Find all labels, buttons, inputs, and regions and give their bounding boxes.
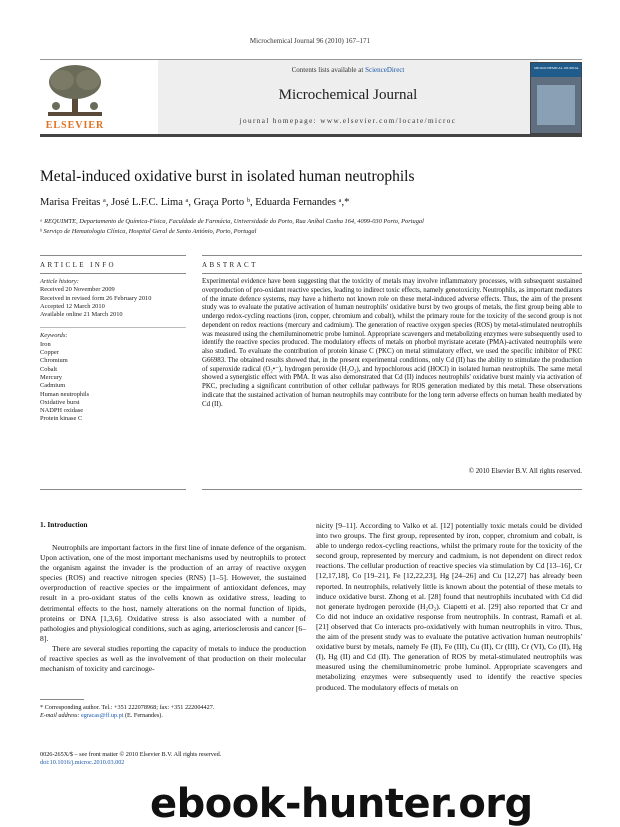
article-info-heading: ARTICLE INFO xyxy=(40,261,117,269)
body-paragraph: There are several studies reporting the capacity of metals to induce the production of reactive species as well as the involvement of that production on their molecular mechanism of toxicity and carcinoge- xyxy=(40,643,306,674)
keyword: Human neutrophils xyxy=(40,390,90,398)
history-label: Article history: xyxy=(40,278,79,285)
body-column-left xyxy=(40,543,306,674)
publication-info xyxy=(40,751,320,767)
history-item: Accepted 12 March 2010 xyxy=(40,302,105,310)
body-paragraph: nicity [9–11]. According to Valko et al. [12] potentially toxic metals could be divided into two groups. The first group, represented by iron, copper, chromium and cobalt, is able to undergo redox-cycling reactions, whilst the primary route for the toxicity of the second group, represented by mercury and cadmium, is not dependent on direct redox reactions. The cellular production of reactive species via stimulation by Cd [13–16], Cr [12,17,18], Co [19–21], Fe [12,22,23], Hg [24–26] and Cu [12,27] has already been reported. In neutrophils, relatively little is known about the potential of these metals to induce oxidative burst. Zhong et al. [28] found that neutrophils incubated with Cd did not generate hydrogen peroxide (H₂O₂). Ciapetti et al. [29] also reported that Cr and Co did not induce an oxidative response from neutrophils. In contrast, Ramafi et al. [21] observed that Co interacts pro-oxidatively with human neutrophils in vitro. Thus, the aim of the present study was to evaluate the putative activation human neutrophils' oxidative burst by metals, namely Fe (II), Fe (III), Cu (II), Cr (III), Cr (VI), Co (II), Hg (I), Hg (II) and Cd (II). The generation of ROS by metal-stimulated neutrophils was measured using the chemiluminometric probe luminol. Appropriate scavengers and metabolizing enzymes were subsequently used to identify the reactive species produced. The modulatory effects of metals on xyxy=(316,521,582,692)
author-list: Marisa Freitas ᵃ, José L.F.C. Lima ᵃ, Graça Porto ᵇ, Eduarda Fernandes ᵃ,* xyxy=(40,197,350,208)
keyword: Mercury xyxy=(40,373,63,381)
affiliation-b: ᵇ Serviço de Hematologia Clínica, Hospital Geral de Santo António, Porto, Portugal xyxy=(40,228,257,235)
watermark: ebook-hunter.org xyxy=(150,781,533,827)
keyword: Iron xyxy=(40,340,51,348)
keyword: NADPH oxidase xyxy=(40,407,84,415)
doi-link[interactable]: doi:10.1016/j.microc.2010.03.002 xyxy=(40,759,125,766)
elsevier-wordmark: ELSEVIER xyxy=(45,120,105,131)
divider xyxy=(40,489,186,490)
abstract-heading: ABSTRACT xyxy=(202,261,258,269)
article-title: Metal-induced oxidative burst in isolated human neutrophils xyxy=(40,168,415,185)
abstract-text: Experimental evidence have been suggesting that the toxicity of metals may involve inflammatory processes, with subsequent sustained overproduction of pro-oxidant reactive species, leading to indirect toxic effects, namely genotoxicity. Neutrophils, as important mediators of the innate defence systems, may have a hitherto not known role on these metal-induced adverse effects. Thus, the aim of the present study was to evaluate the putative activation of human neutrophils' oxidative burst by two groups of metals, the first group being able to undergo redox-cycling reactions (iron, copper, chromium and cobalt), whilst the primary route for the toxicity of the second group is not dependent on redox reactions (mercury and cadmium). The generation of reactive oxygen species (ROS) by metal-stimulated neutrophils was measured using the chemiluminometric probe luminol. Appropriate scavengers and metabolizing enzymes were subsequently used to identify the reactive species produced. The modulatory effects of metals on phorbol myristate acetate (PMA)-activated neutrophils were also studied. To evaluate the contribution of protein kinase C (PKC) on metal stimulatory effect, we used the specific inhibitor of PKC G66983. The obtained results showed that, in the present experimental conditions, only Cd (II) has the ability to stimulate the production of superoxide radical (O₂•⁻), hydrogen peroxide (H₂O₂), and hypochlorous acid (HOCl) in isolated human neutrophils. The same metal showed a synergistic effect with PMA. It was also demonstrated that Cd (II) induces neutrophils' oxidative burst mainly via activation of PKC, precluding a significant contribution of other cellular pathways for ROS generation mediated by this metal. These observations indicate that the sustained activation of human neutrophils may contribute for the long term adverse effects on human health mediated by Cd (II). xyxy=(202,278,582,408)
running-head: Microchemical Journal 96 (2010) 167–171 xyxy=(249,37,371,45)
divider xyxy=(202,273,582,274)
footnote xyxy=(40,704,320,720)
divider xyxy=(202,255,582,256)
journal-name: Microchemical Journal xyxy=(278,87,418,103)
history-item: Available online 21 March 2010 xyxy=(40,311,123,319)
divider xyxy=(40,255,186,256)
keyword: Cadmium xyxy=(40,382,66,390)
keyword: Protein kinase C xyxy=(40,415,83,423)
journal-banner xyxy=(158,60,538,134)
email-link[interactable]: egracas@ff.up.pt xyxy=(81,712,124,719)
keyword: Chromium xyxy=(40,357,68,365)
journal-homepage[interactable]: journal homepage: www.elsevier.com/locate/microc xyxy=(239,117,457,125)
corresponding-author: * Corresponding author. Tel.: +351 222078968; fax: +351 222004427. xyxy=(40,704,215,711)
footnote-divider xyxy=(40,699,84,700)
abstract-copyright: © 2010 Elsevier B.V. All rights reserved. xyxy=(468,468,582,475)
email-label: E-mail address: xyxy=(40,712,82,719)
article-info xyxy=(40,278,186,424)
contents-prefix: Contents lists available at xyxy=(291,66,366,74)
elsevier-tree-icon xyxy=(40,60,110,120)
journal-header xyxy=(40,59,582,137)
body-paragraph: Neutrophils are important factors in the first line of innate defence of the organism. Upon activation, one of the most important mechanisms used by neutrophils to protect the organism against the invader is the production of an array of reactive oxygen species (ROS) and reactive nitrogen species (RNS) [1–5]. However, the sustained overproduction of reactive species or the impairment of antioxidant defences, may result in a pro-oxidant status of the cells known as oxidative stress, leading to detrimental effects to the host, namely alterations on the normal function of lipids, proteins or DNA [1,3,6]. Oxidative stress is also associated with a number of pathologies and physiological conditions, such as aging, arteriosclerosis and cancer [6–8]. xyxy=(40,543,306,643)
keyword: Cobalt xyxy=(40,365,58,373)
divider xyxy=(202,489,582,490)
cover-title: MICROCHEMICAL JOURNAL xyxy=(534,66,579,70)
issn-line: 0026-265X/$ – see front matter © 2010 Elsevier B.V. All rights reserved. xyxy=(40,751,222,758)
elsevier-logo xyxy=(40,60,110,134)
keyword: Copper xyxy=(40,349,59,357)
journal-cover xyxy=(530,62,582,134)
body-column-right xyxy=(316,521,582,693)
affiliation-a: ᵃ REQUIMTE, Departamento de Química-Física, Faculdade de Farmácia, Universidade do Porto, Rua Aníbal Cunha 164, 4099-030 Porto, Portugal xyxy=(40,218,424,225)
history-item: Received in revised form 26 February 2010 xyxy=(40,294,152,302)
section-heading-introduction: 1. Introduction xyxy=(40,520,88,529)
sciencedirect-link[interactable]: ScienceDirect xyxy=(365,66,405,74)
keyword: Oxidative burst xyxy=(40,398,80,406)
keywords-label: Keywords: xyxy=(40,332,68,340)
email-suffix: (E. Fernandes). xyxy=(123,712,163,719)
divider xyxy=(40,273,186,274)
contents-line xyxy=(158,66,538,74)
history-item: Received 20 November 2009 xyxy=(40,286,115,294)
